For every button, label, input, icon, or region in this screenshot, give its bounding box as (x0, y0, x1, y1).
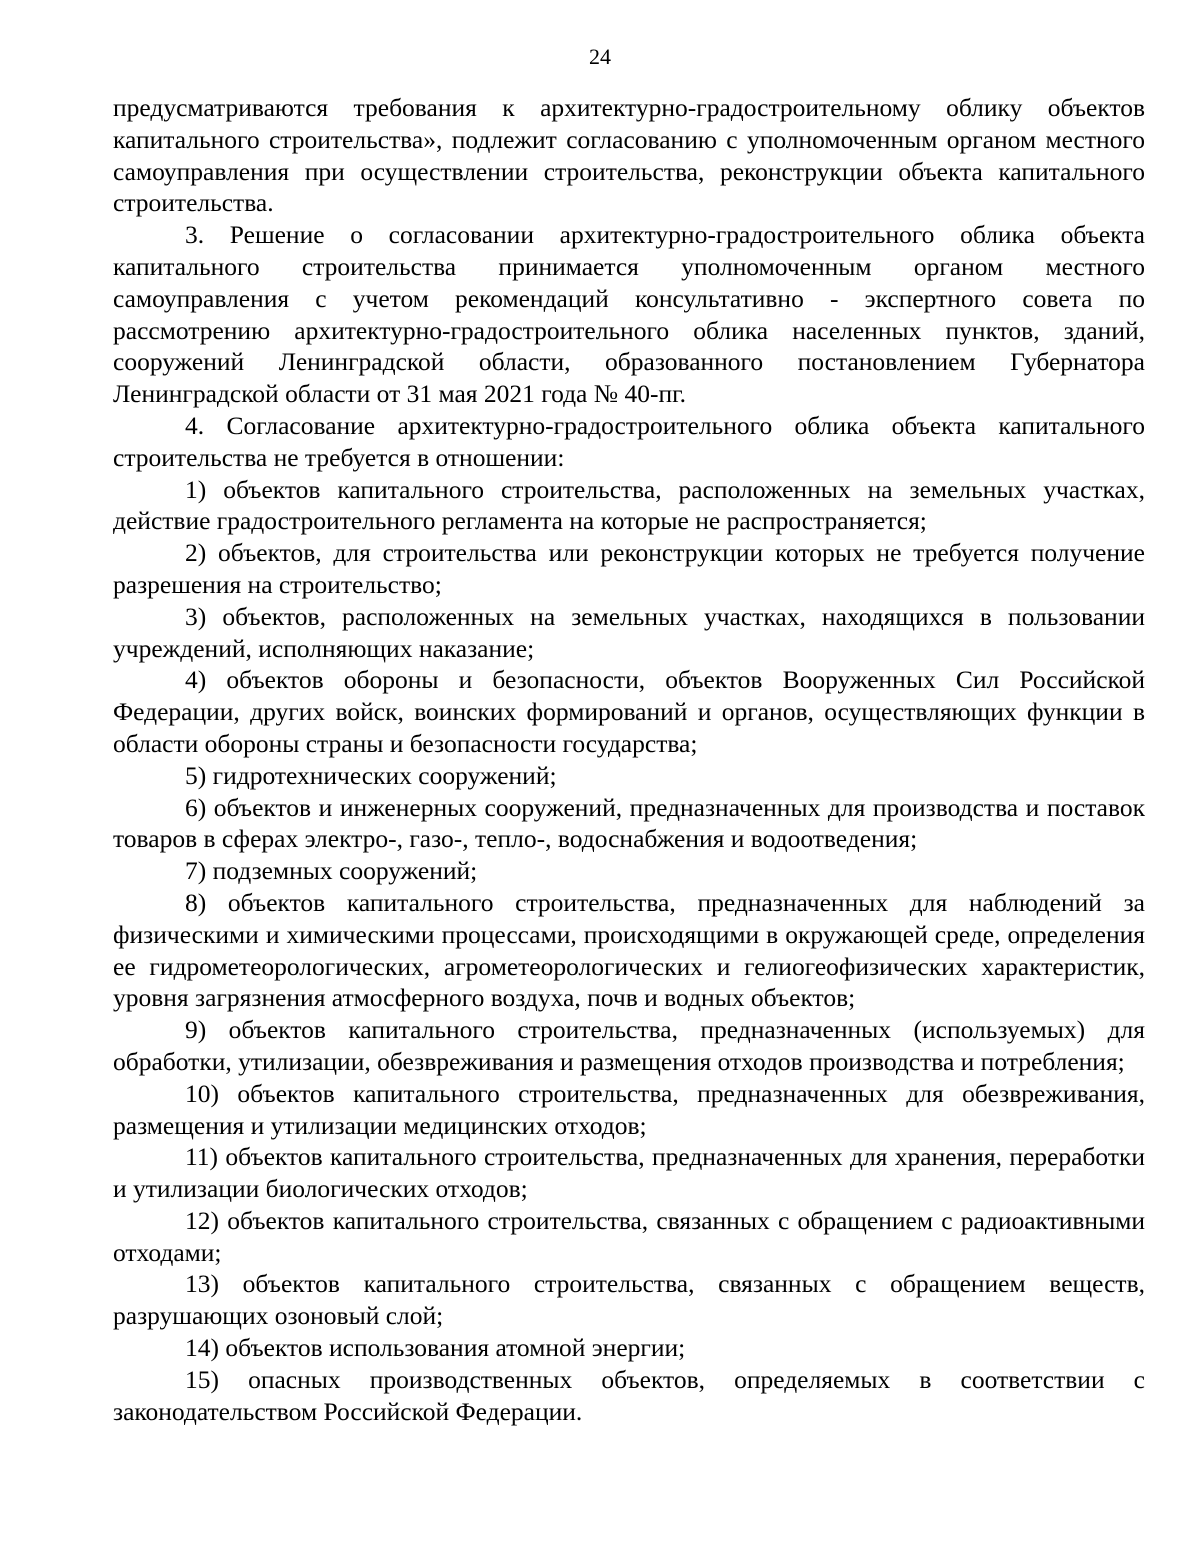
list-item-12: 12) объектов капитального строительства, связанных с обращением с радиоактивными отходами; (113, 1205, 1145, 1267)
list-item-15: 15) опасных производственных объектов, определяемых в соответствии с законодательством Российской Федерации. (113, 1364, 1145, 1426)
list-item-4: 4) объектов обороны и безопасности, объектов Вооруженных Сил Российской Федерации, других войск, воинских формирований и органов, осуществляющих функции в области обороны страны и безопасности государства; (113, 665, 1145, 758)
paragraph-item-3: 3. Решение о согласовании архитектурно-градостроительного облика объекта капитального строительства принимается уполномоченным органом местного самоуправления с учетом рекомендаций консультативно - экспертного совета по рассмотрению архитектурно-градостроительного облика населенных пунктов, зданий, сооружений Ленинградской области, образованного постановлением Губернатора Ленинградской области от 31 мая 2021 года № 40-пг. (113, 220, 1145, 409)
list-item-10: 10) объектов капитального строительства, предназначенных для обезвреживания, размещения и утилизации медицинских отходов; (113, 1078, 1145, 1140)
list-item-11: 11) объектов капитального строительства, предназначенных для хранения, переработки и утилизации биологических отходов; (113, 1142, 1145, 1204)
page-number: 24 (589, 44, 611, 69)
list-item-8: 8) объектов капитального строительства, предназначенных для наблюдений за физическими и химическими процессами, происходящими в окружающей среде, определения ее гидрометеорологических, агрометеорологических и гелиогеофизических характеристик, уровня загрязнения атмосферного воздуха, почв и водных объектов; (113, 887, 1145, 1013)
list-item-3: 3) объектов, расположенных на земельных участках, находящихся в пользовании учреждений, исполняющих наказание; (113, 601, 1145, 663)
list-item-6: 6) объектов и инженерных сооружений, предназначенных для производства и поставок товаров в сферах электро-, газо-, тепло-, водоснабжения и водоотведения; (113, 792, 1145, 854)
list-item-5: 5) гидротехнических сооружений; (185, 760, 557, 790)
list-item-9: 9) объектов капитального строительства, предназначенных (используемых) для обработки, утилизации, обезвреживания и размещения отходов производства и потребления; (113, 1015, 1145, 1076)
list-item-13: 13) объектов капитального строительства, связанных с обращением веществ, разрушающих озоновый слой; (113, 1269, 1145, 1331)
paragraph-item-4: 4. Согласование архитектурно-градостроительного облика объекта капитального строительства не требуется в отношении: (113, 410, 1145, 472)
list-item-2: 2) объектов, для строительства или реконструкции которых не требуется получение разрешения на строительство; (113, 538, 1145, 599)
list-item-14: 14) объектов использования атомной энергии; (185, 1333, 686, 1363)
list-item-7: 7) подземных сооружений; (185, 856, 478, 886)
paragraph-continuation: предусматриваются требования к архитектурно-градостроительному облику объектов капитального строительства», подлежит согласованию с уполномоченным органом местного самоуправления при осуществлении строительства, реконструкции объекта капитального строительства. (113, 93, 1145, 218)
document-body (113, 92, 1145, 1427)
list-item-1: 1) объектов капитального строительства, расположенных на земельных участках, действие градостроительного регламента на которые не распространяется; (113, 474, 1145, 536)
